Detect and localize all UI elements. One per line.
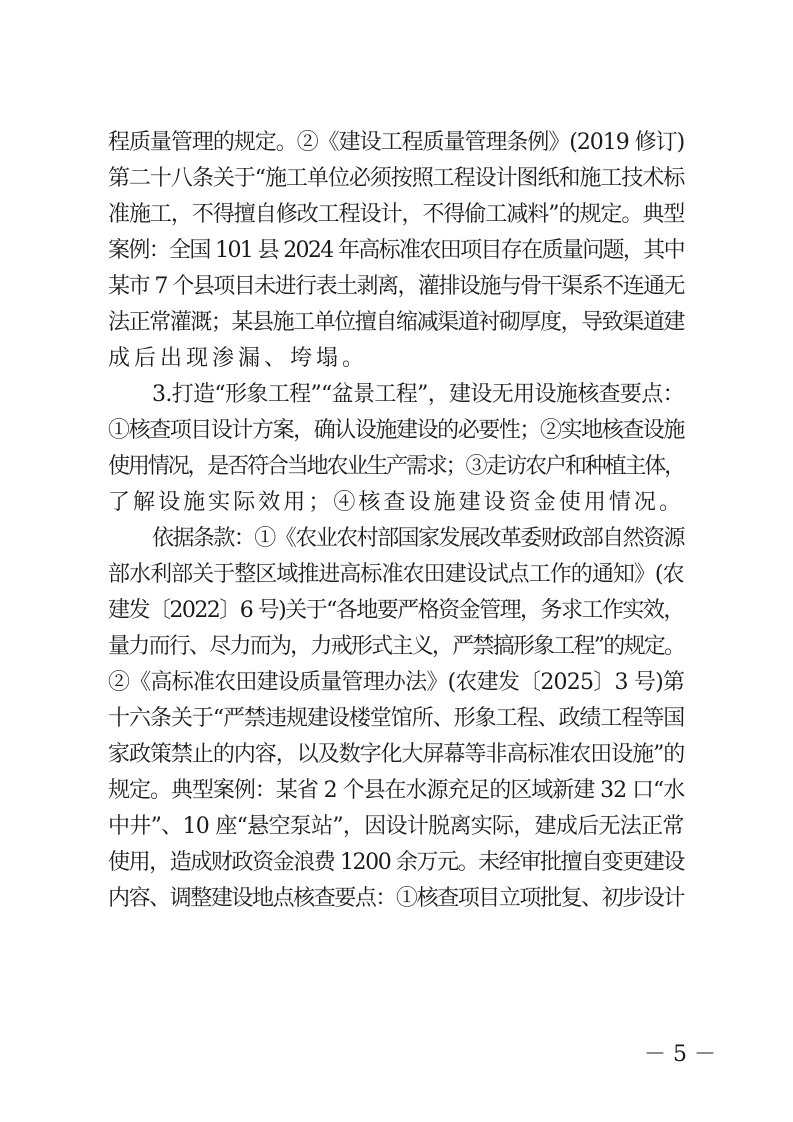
section-heading: 3.打造“形象工程”“盆景工程”，建设无用设施核查要点： bbox=[152, 382, 684, 407]
text-line: 中井”、10 座“悬空泵站”，因设计脱离实际，建成后无法正常 bbox=[108, 814, 684, 839]
text-line: 准施工，不得擅自修改工程设计，不得偷工减料”的规定。典型 bbox=[108, 202, 685, 227]
text-line: 内容、调整建设地点核查要点：①核查项目立项批复、初步设计 bbox=[108, 886, 685, 911]
text-line: 法正常灌溉；某县施工单位擅自缩减渠道衬砌厚度，导致渠道建 bbox=[108, 310, 685, 335]
text-line: 使用，造成财政资金浪费 1200 余万元。未经审批擅自变更建设 bbox=[108, 850, 684, 875]
text-line: 某市 7 个县项目未进行表土剥离，灌排设施与骨干渠系不连通无 bbox=[108, 274, 684, 299]
text-line: 程质量管理的规定。②《建设工程质量管理条例》(2019 修订) bbox=[108, 130, 685, 155]
text-line: 依据条款：①《农业农村部国家发展改革委财政部自然资源 bbox=[152, 526, 685, 551]
text-line: 家政策禁止的内容，以及数字化大屏幕等非高标准农田设施”的 bbox=[108, 742, 685, 767]
text-line: 规定。典型案例：某省 2 个县在水源充足的区域新建 32 口“水 bbox=[108, 778, 685, 803]
text-line: 部水利部关于整区域推进高标准农田建设试点工作的通知》(农 bbox=[108, 562, 684, 587]
text-line: 了解设施实际效用；④核查设施建设资金使用情况。 bbox=[108, 490, 685, 515]
text-line: 案例：全国 101 县 2024 年高标准农田项目存在质量问题，其中 bbox=[108, 238, 684, 263]
text-line: 量力而行、尽力而为，力戒形式主义，严禁搞形象工程”的规定。 bbox=[108, 634, 685, 659]
text-line: 第二十八条关于“施工单位必须按照工程设计图纸和施工技术标 bbox=[108, 166, 685, 191]
text-line: ①核查项目设计方案，确认设施建设的必要性；②实地核查设施 bbox=[108, 418, 685, 443]
text-line: 十六条关于“严禁违规建设楼堂馆所、形象工程、政绩工程等国 bbox=[108, 706, 685, 731]
text-line: 使用情况，是否符合当地农业生产需求；③走访农户和种植主体， bbox=[108, 454, 685, 479]
page-number: － 5 － bbox=[644, 1042, 716, 1067]
text-line: 成后出现渗漏、垮塌。 bbox=[108, 346, 369, 371]
text-line: 建发〔2022〕6 号)关于“各地要严格资金管理，务求工作实效， bbox=[108, 598, 684, 623]
text-line: ②《高标准农田建设质量管理办法》(农建发〔2025〕3 号)第 bbox=[108, 670, 685, 695]
